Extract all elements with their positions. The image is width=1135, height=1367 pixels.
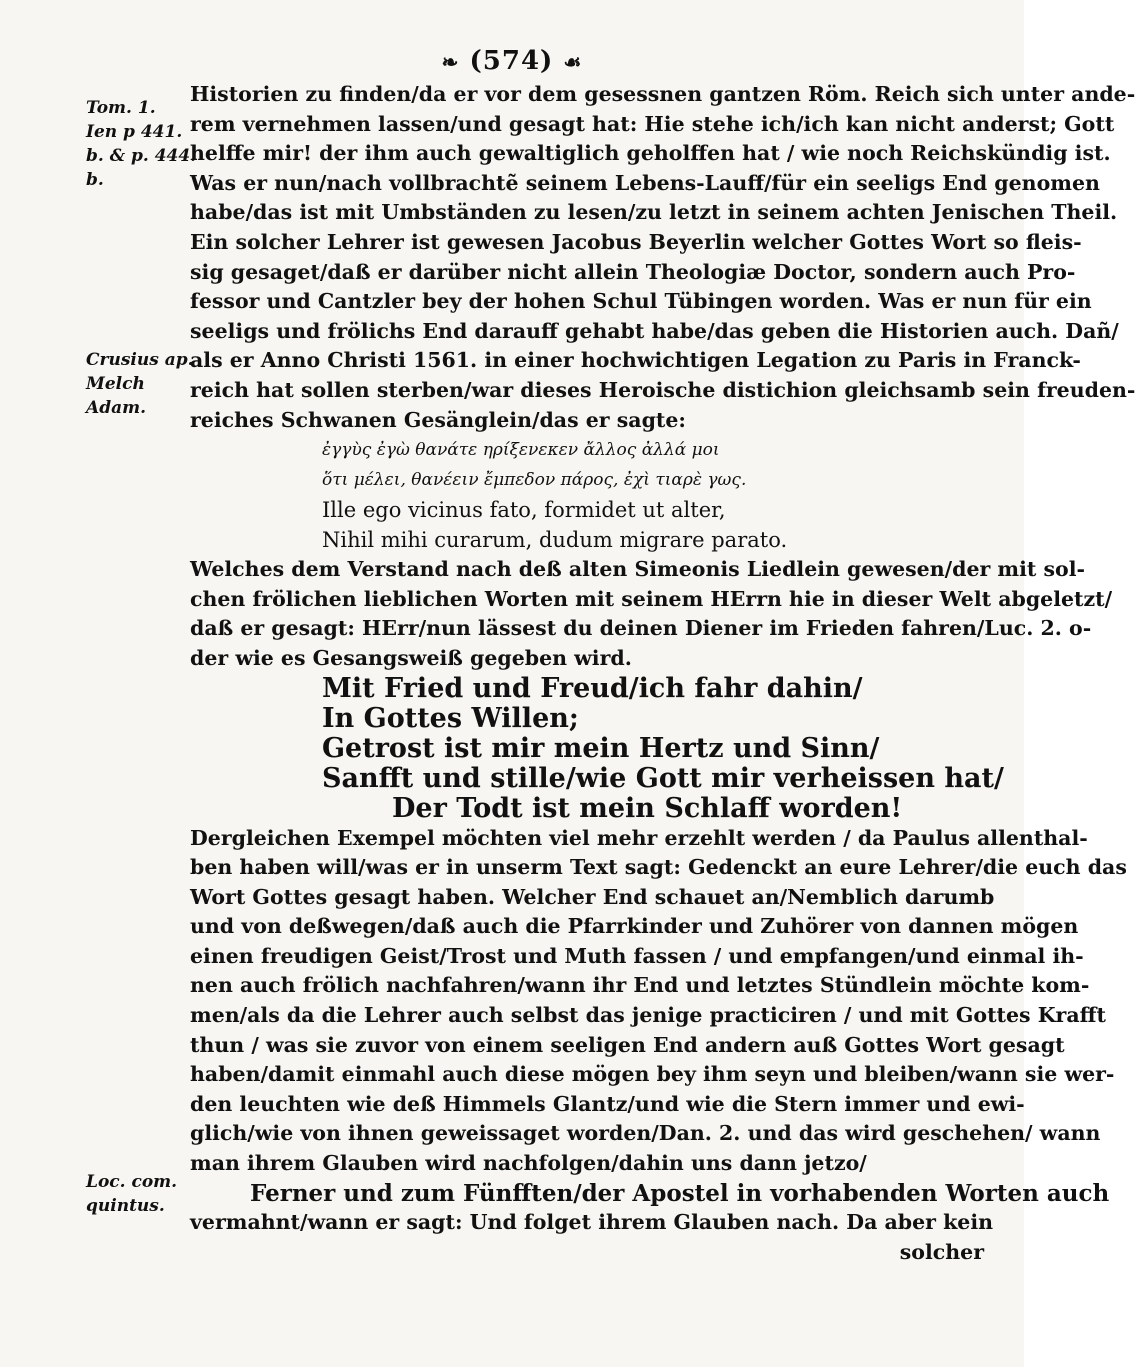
margin-note-line: b. & p. 444. xyxy=(86,146,197,166)
greek-verse-line: ἐγγὺς ἐγὼ θανάτε ηρίξενεκεν ἄλλος ἀλλά μοι xyxy=(322,440,720,461)
text-line: seeligs und frölichs End darauff gehabt habe/das geben die Historien auch. Dañ/ xyxy=(190,318,1119,343)
page-number: (574) xyxy=(469,46,554,76)
hymn-line: Getrost ist mir mein Hertz und Sinn/ xyxy=(322,732,880,764)
text-line: und von deßwegen/daß auch die Pfarrkinder und Zuhörer von dannen mögen xyxy=(190,914,1079,939)
text-line: daß er gesagt: HErr/nun lässest du deinen Diener im Frieden fahren/Luc. 2. o- xyxy=(190,616,1092,641)
text-line: glich/wie von ihnen geweissaget worden/Dan. 2. und das wird geschehen/ wann xyxy=(190,1121,1101,1146)
text-line: ben haben will/was er in unserm Text sagt: Gedenckt an eure Lehrer/die euch das xyxy=(190,855,1127,880)
greek-verse-line: ὅτι μέλει, θανέειν ἔμπεδον πάρος, ἐχὶ τιαρὲ γως. xyxy=(322,470,747,491)
margin-note-line: Loc. com. xyxy=(86,1172,178,1192)
text-line: man ihrem Glauben wird nachfolgen/dahin uns dann jetzo/ xyxy=(190,1151,867,1176)
margin-note-line: quintus. xyxy=(86,1196,165,1216)
text-line: reiches Schwanen Gesänglein/das er sagte: xyxy=(190,407,686,432)
text-line: helffe mir! der ihm auch gewaltiglich geholffen hat / wie noch Reichskündig ist. xyxy=(190,141,1111,166)
text-line: Was er nun/nach vollbrachtẽ seinem Lebens-Lauff/für ein seeligs End genomen xyxy=(190,170,1100,195)
margin-note-tom xyxy=(86,96,197,192)
text-line: Welches dem Verstand nach deß alten Simeonis Liedlein gewesen/der mit sol- xyxy=(190,557,1086,582)
ornament-left-icon: ❧ xyxy=(441,50,460,74)
text-line: haben/damit einmahl auch diese mögen bey ihm seyn und bleiben/wann sie wer- xyxy=(190,1062,1115,1087)
ornament-right-icon: ☙ xyxy=(563,50,583,74)
text-line: Historien zu finden/da er vor dem gesessnen gantzen Röm. Reich sich unter ande- xyxy=(190,82,1135,106)
text-line: nen auch frölich nachfahren/wann ihr End und letztes Stündlein möchte kom- xyxy=(190,973,1090,998)
hymn-last-line: Der Todt ist mein Schlaff worden! xyxy=(392,792,903,824)
text-line: Wort Gottes gesagt haben. Welcher End schauet an/Nemblich darumb xyxy=(190,884,995,909)
text-line: rem vernehmen lassen/und gesagt hat: Hie stehe ich/ich kan nicht anderst; Gott xyxy=(190,111,1115,136)
hymn-line: Mit Fried und Freud/ich fahr dahin/ xyxy=(322,672,863,704)
margin-note-line: Adam. xyxy=(86,398,146,418)
text-line: men/als da die Lehrer auch selbst das jenige practiciren / und mit Gottes Krafft xyxy=(190,1003,1106,1028)
margin-note-loc-com xyxy=(86,1170,186,1218)
margin-note-line: Tom. 1. xyxy=(86,98,156,118)
text-line: der wie es Gesangsweiß gegeben wird. xyxy=(190,645,632,670)
margin-note-line: Ien p 441. xyxy=(86,122,183,142)
latin-verse-line: Ille ego vicinus fato, formidet ut alter, xyxy=(322,498,726,523)
text-line: chen frölichen lieblichen Worten mit seinem HErrn hie in dieser Welt abgeletzt/ xyxy=(190,586,1113,611)
text-line: reich hat sollen sterben/war dieses Heroische distichion gleichsamb sein freuden- xyxy=(190,377,1135,402)
text-line: Ein solcher Lehrer ist gewesen Jacobus Beyerlin welcher Gottes Wort so fleis- xyxy=(190,229,1082,254)
text-line: den leuchten wie deß Himmels Glantz/und wie die Stern immer und ewi- xyxy=(190,1091,1025,1116)
text-line: als er Anno Christi 1561. in einer hochwichtigen Legation zu Paris in Franck- xyxy=(190,348,1081,373)
latin-verse-line: Nihil mihi curarum, dudum migrare parato. xyxy=(322,528,788,553)
text-line: vermahnt/wann er sagt: Und folget ihrem Glauben nach. Da aber kein xyxy=(190,1210,994,1235)
page-header xyxy=(0,46,1024,76)
body-text xyxy=(190,80,1135,1267)
margin-note-line: Melch xyxy=(86,374,145,394)
text-line: sig gesaget/daß er darüber nicht allein Theologiæ Doctor, sondern auch Pro- xyxy=(190,259,1076,284)
margin-note-line: b. xyxy=(86,170,104,190)
paragraph-indent-line: Ferner und zum Fünfften/der Apostel in vorhabenden Worten auch xyxy=(250,1179,1110,1207)
catchword: solcher xyxy=(899,1239,984,1264)
hymn-line: Sanfft und stille/wie Gott mir verheissen hat/ xyxy=(322,762,1004,794)
margin-note-crusius xyxy=(86,348,194,420)
text-line: habe/das ist mit Umbständen zu lesen/zu letzt in seinem achten Jenischen Theil. xyxy=(190,200,1118,225)
text-line: einen freudigen Geist/Trost und Muth fassen / und empfangen/und einmal ih- xyxy=(190,943,1084,968)
margin-note-line: Crusius ap. xyxy=(86,350,194,370)
text-line: thun / was sie zuvor von einem seeligen End andern auß Gottes Wort gesagt xyxy=(190,1032,1065,1057)
text-line: Dergleichen Exempel möchten viel mehr erzehlt werden / da Paulus allenthal- xyxy=(190,825,1088,850)
hymn-line: In Gottes Willen; xyxy=(322,702,579,734)
text-line: fessor und Cantzler bey der hohen Schul Tübingen worden. Was er nun für ein xyxy=(190,289,1092,314)
